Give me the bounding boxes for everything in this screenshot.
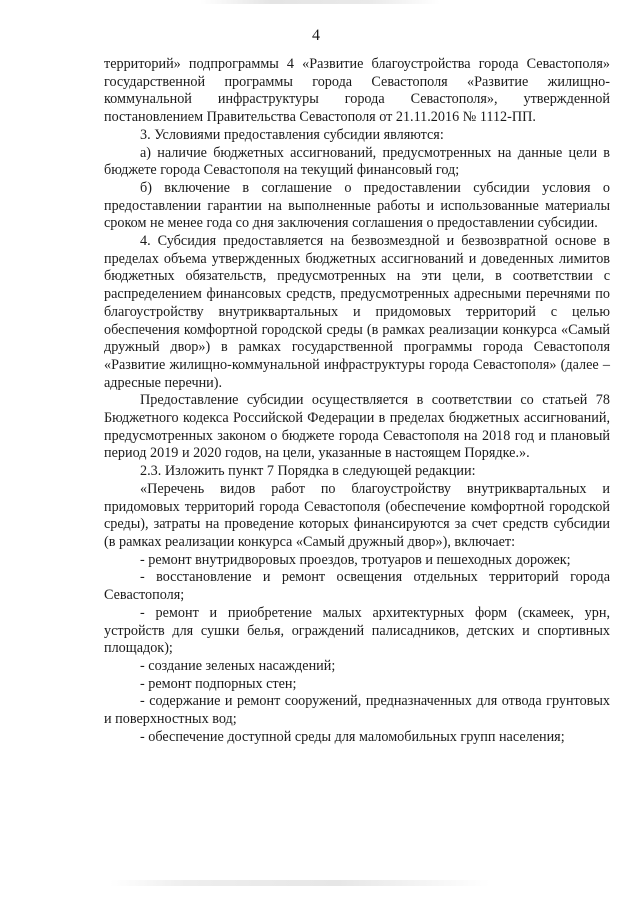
document-body: [104, 56, 610, 746]
list-item: - создание зеленых насаждений;: [140, 657, 336, 674]
list-item: - восстановление и ремонт освещения отдельных территорий города Севастополя;: [104, 569, 610, 604]
paragraph-works-list-intro: «Перечень видов работ по благоустройству внутриквартальных и придомовых территорий города Севастополя (обеспечение комфортной городской среды), затраты на проведение которых финансируются за счет средств субсидии (в рамках реализации конкурса «Самый дружный двор»), включает:: [104, 480, 610, 550]
scan-artifact-bottom: [110, 880, 490, 886]
list-item: - ремонт подпорных стен;: [140, 675, 297, 692]
list-item: - ремонт и приобретение малых архитектурных форм (скамеек, урн, устройств для сушки белья, ограждений палисадников, детских и спортивных площадок);: [104, 604, 610, 657]
paragraph-clause-4: 4. Субсидия предоставляется на безвозмездной и безвозвратной основе в пределах объема утвержденных бюджетных ассигнований и доведенных лимитов бюджетных обязательств, предусмотренных на эти цели, в соответствии с распределением финансовых средств, предусмотренных адресными перечнями по благоустройству внутриквартальных и придомовых территорий с целью обеспечения комфортной городской среды (в рамках реализации конкурса «Самый дружный двор») в рамках государственной программы города Севастополя «Развитие жилищно-коммунальной инфраструктуры города Севастополя» (далее – адресные перечни).: [104, 233, 610, 391]
paragraph-subsidy-provision: Предоставление субсидии осуществляется в соответствии со статьей 78 Бюджетного кодекса Российской Федерации в пределах бюджетных ассигнований, предусмотренных законом о бюджете города Севастополя на 2018 год и плановый период 2019 и 2020 годов, на цели, указанные в настоящем Порядке.».: [104, 392, 610, 462]
page-number: 4: [312, 27, 320, 44]
list-item: - ремонт внутридворовых проездов, тротуаров и пешеходных дорожек;: [140, 551, 571, 568]
paragraph-clause-2-3: 2.3. Изложить пункт 7 Порядка в следующей редакции:: [140, 463, 476, 480]
paragraph-clause-3b: б) включение в соглашение о предоставлении субсидии условия о предоставлении гарантии на выполненные работы и использованные материалы сроком не менее года со дня заключения соглашения о предоставлении субсидии.: [104, 179, 610, 232]
list-item: - содержание и ремонт сооружений, предназначенных для отвода грунтовых и поверхностных вод;: [104, 693, 610, 728]
paragraph-clause-3: 3. Условиями предоставления субсидии являются:: [140, 126, 444, 143]
list-item: - обеспечение доступной среды для маломобильных групп населения;: [140, 728, 565, 745]
paragraph-continuation: территорий» подпрограммы 4 «Развитие благоустройства города Севастополя» государственной программы города Севастополя «Развитие жилищно-коммунальной инфраструктуры города Севастополя», утвержденной постановлением Правительства Севастополя от 21.11.2016 № 1112-ПП.: [104, 56, 610, 126]
scan-artifact-top: [200, 0, 440, 4]
paragraph-clause-3a: а) наличие бюджетных ассигнований, предусмотренных на данные цели в бюджете города Севастополя на текущий финансовый год;: [104, 144, 610, 179]
